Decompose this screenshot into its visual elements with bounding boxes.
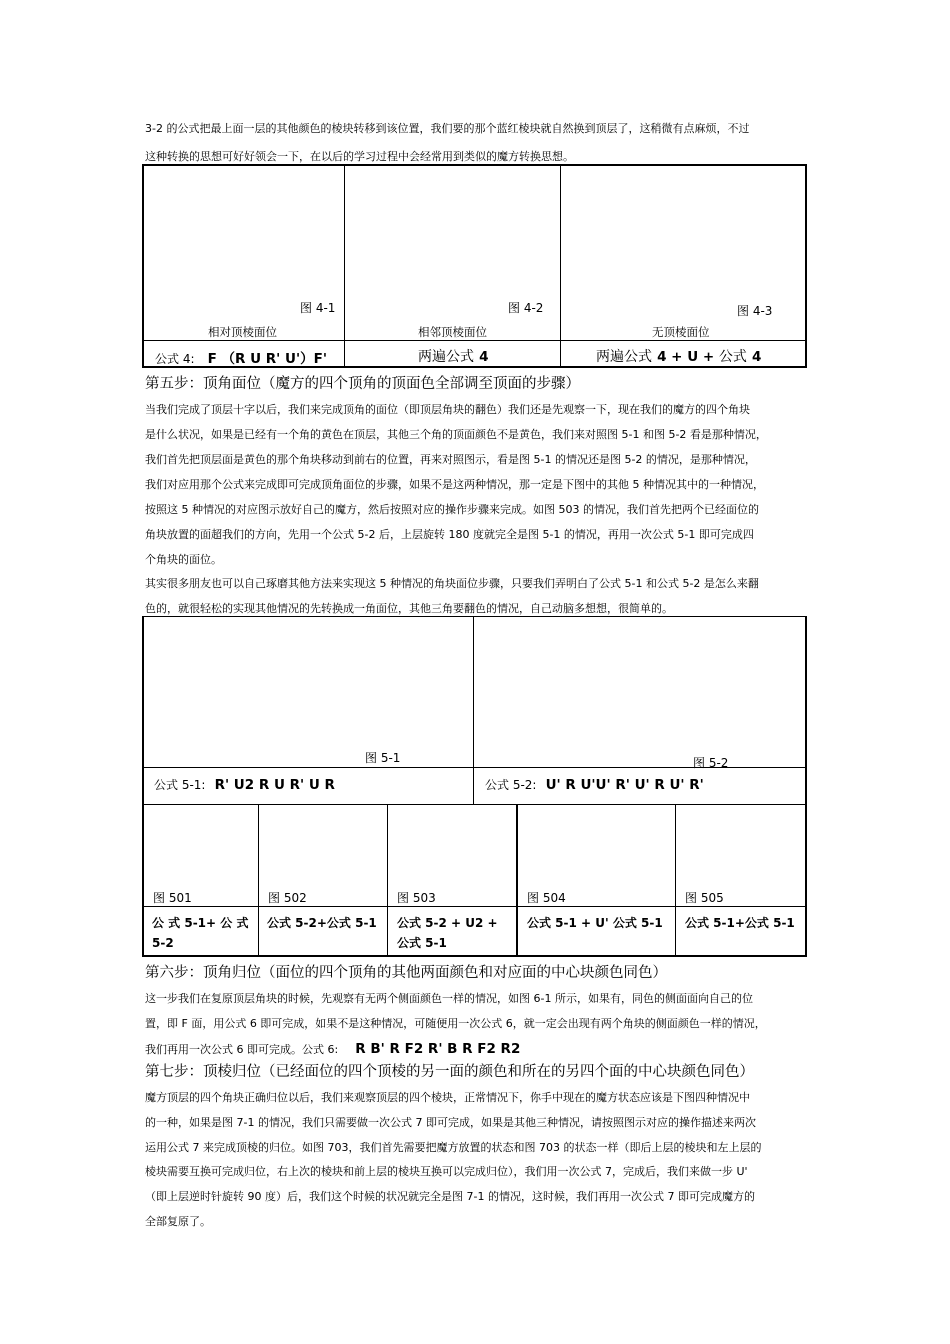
formula-5-1	[154, 774, 335, 793]
formula-twice-4-u-4-d: 4	[751, 349, 762, 365]
formula-twice-4-u-4-b: 4 + U +	[657, 349, 719, 365]
step7-line-4: 棱块需要互换可完成归位，右上次的棱块和前上层的棱块互换可以完成归位），我们用一次公式 7，完成后，我们来做一步 U'	[145, 1165, 748, 1178]
case-503-formula-line-1: 公式 5-2 + U2 +	[397, 916, 498, 930]
step7-line-1: 魔方顶层的四个角块正确归位以后，我们来观察顶层的四个棱块，正常情况下，你手中现在的魔方状态应该是下图四种情况中	[145, 1091, 750, 1104]
label-opposite-edges: 相对顶棱面位	[208, 325, 277, 339]
figure-502-caption: 图 502	[268, 891, 307, 905]
figure-504-caption: 图 504	[527, 891, 566, 905]
formula-twice-4-u-4-c: 公式	[718, 349, 747, 365]
figure-5-1-caption: 图 5-1	[365, 751, 401, 765]
case-501-formula	[152, 913, 248, 953]
step5-line-6: 角块放置的面超我们的方向，先用一个公式 5-2 后，上层旋转 180 度就完全是图 5-1 的情况，再用一次公式 5-1 即可完成四	[145, 528, 754, 541]
figure-501-caption: 图 501	[153, 891, 192, 905]
case-504-formula: 公式 5-1 + U' 公式 5-1	[527, 916, 663, 930]
formula-5-1-value: R' U2 R U R' U R	[214, 777, 335, 793]
formula-4	[155, 347, 327, 367]
figure-4-1-caption: 图 4-1	[300, 301, 336, 315]
figure-4-3-caption: 图 4-3	[737, 304, 773, 318]
step5-line-5: 按照这 5 种情况的对应图示放好自己的魔方，然后按照对应的操作步骤来完成。如图 503 的情况，我们首先把两个已经面位的	[145, 503, 759, 516]
formula-5-2-label: 公式 5-2:	[485, 778, 537, 792]
case-503-formula	[397, 913, 498, 953]
step6-last-line	[145, 1038, 520, 1057]
figure-4-2-caption: 图 4-2	[508, 301, 544, 315]
step6-heading: 第六步：顶角归位（面位的四个顶角的其他两面颜色和对应面的中心块颜色同色）	[145, 965, 667, 981]
formula-5-1-label: 公式 5-1:	[154, 778, 206, 792]
formula-twice-4-u-4-a: 两遍公式	[596, 349, 652, 365]
formula-5-2-value: U' R U'U' R' U' R U' R'	[545, 777, 704, 793]
step5-line-7: 个角块的面位。	[145, 553, 222, 566]
step7-line-3: 运用公式 7 来完成顶棱的归位。如图 703，我们首先需要把魔方放置的状态和图 703 的状态一样（即后上层的棱块和左上层的	[145, 1141, 762, 1154]
formula-4-label: 公式 4:	[155, 352, 195, 366]
formula-twice-4	[418, 346, 489, 366]
step7-line-5: （即上层逆时针旋转 90 度）后，我们这个时候的状况就完全是图 7-1 的情况，这时候，我们再用一次公式 7 即可完成魔方的	[145, 1190, 755, 1203]
step5-line-3: 我们首先把顶层面是黄色的那个角块移动到前右的位置，再来对照图示，看是图 5-1 的情况还是图 5-2 的情况，是那种情况，	[145, 453, 756, 466]
step6-last-line-text: 我们再用一次公式 6 即可完成。公式 6:	[145, 1043, 339, 1056]
formula-6-value: R B' R F2 R' B R F2 R2	[355, 1041, 521, 1057]
case-501-formula-line-2: 5-2	[152, 936, 174, 950]
step5-line-8: 其实很多朋友也可以自己琢磨其他方法来实现这 5 种情况的角块面位步骤，只要我们弄明白了公式 5-1 和公式 5-2 是怎么来翻	[145, 577, 759, 590]
intro-line-2: 这种转换的思想可好好领会一下，在以后的学习过程中会经常用到类似的魔方转换思想。	[145, 150, 574, 163]
formula-twice-4-u-4	[596, 346, 761, 366]
step7-line-2: 的一种，如果是图 7-1 的情况，我们只需要做一次公式 7 即可完成，如果是其他三种情况，请按照图示对应的操作描述来两次	[145, 1116, 756, 1129]
step6-line-1: 这一步我们在复原顶层角块的时候，先观察有无两个侧面颜色一样的情况，如图 6-1 所示，如果有，同色的侧面面向自己的位	[145, 992, 753, 1005]
figure-505-caption: 图 505	[685, 891, 724, 905]
step6-line-2: 置，即 F 面，用公式 6 即可完成，如果不是这种情况，可随便用一次公式 6，就一定会出现有两个角块的侧面颜色一样的情况，	[145, 1017, 766, 1030]
case-503-formula-line-2: 公式 5-1	[397, 936, 447, 950]
case-501-formula-line-1: 公 式 5-1+ 公 式	[152, 916, 249, 930]
formula-twice-4-num: 4	[479, 349, 489, 365]
case-502-formula: 公式 5-2+公式 5-1	[267, 916, 377, 930]
label-adjacent-edges: 相邻顶棱面位	[418, 325, 487, 339]
step5-heading: 第五步：顶角面位（魔方的四个顶角的顶面色全部调至顶面的步骤）	[145, 376, 580, 392]
step5-line-1: 当我们完成了顶层十字以后，我们来完成顶角的面位（即顶层角块的翻色）我们还是先观察一下，现在我们的魔方的四个角块	[145, 403, 750, 416]
figure-503-caption: 图 503	[397, 891, 436, 905]
formula-twice-4-text: 两遍公式	[418, 349, 474, 365]
formula-5-2	[485, 774, 704, 793]
step7-heading: 第七步：顶棱归位（已经面位的四个顶棱的另一面的颜色和所在的另四个面的中心块颜色同色）	[145, 1064, 754, 1080]
figure-5-2-caption: 图 5-2	[693, 756, 729, 770]
step5-line-9: 色的，就很轻松的实现其他情况的先转换成一角面位，其他三角要翻色的情况，自己动脑多想想，很简单的。	[145, 602, 673, 615]
label-no-edges: 无顶棱面位	[652, 325, 710, 339]
step5-line-2: 是什么状况，如果是已经有一个角的黄色在顶层，其他三个角的顶面颜色不是黄色，我们来对照图 5-1 和图 5-2 看是那种情况，	[145, 428, 767, 441]
table5-cell-2	[473, 616, 807, 768]
step7-line-6: 全部复原了。	[145, 1215, 211, 1228]
case-505-formula: 公式 5-1+公式 5-1	[685, 916, 795, 930]
intro-line-1: 3-2 的公式把最上面一层的其他颜色的棱块转移到该位置，我们要的那个蓝红棱块就自然换到顶层了，这稍微有点麻烦，不过	[145, 122, 750, 135]
step5-line-4: 我们对应用那个公式来完成即可完成顶角面位的步骤，如果不是这两种情况，那一定是下图中的其他 5 种情况其中的一种情况，	[145, 478, 764, 491]
table5-cell-1	[142, 616, 474, 768]
formula-4-value: F （R U R' U'）F'	[207, 351, 327, 367]
